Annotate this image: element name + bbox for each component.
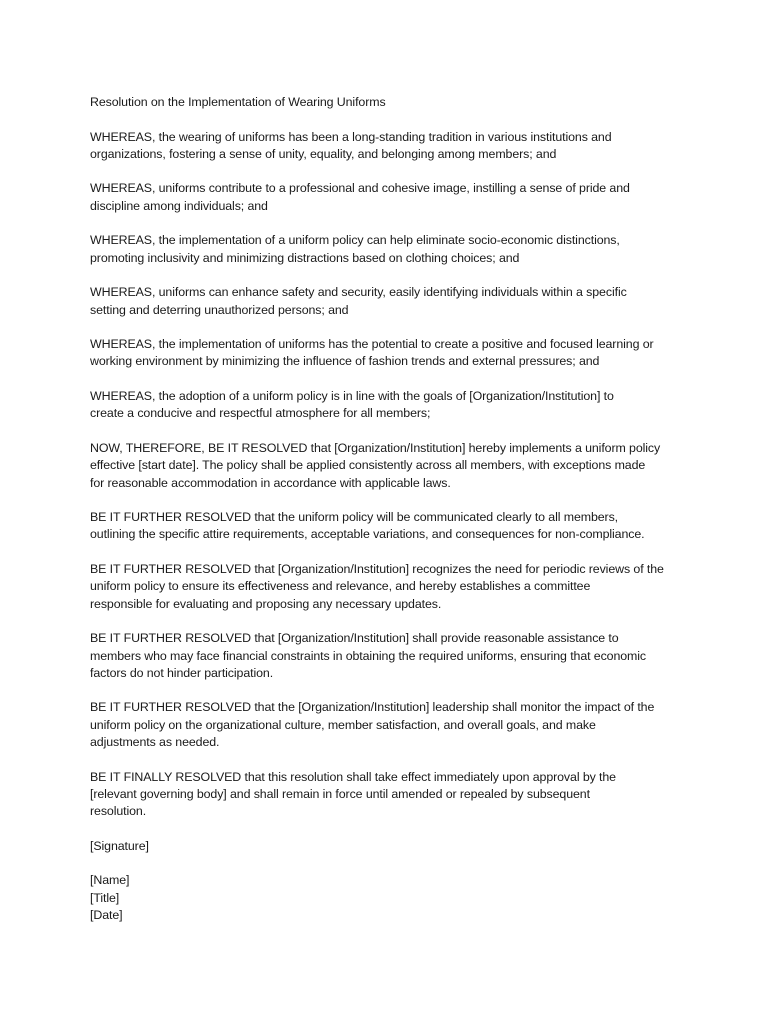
paragraph-line: discipline among individuals; and (90, 198, 268, 213)
paragraph-line: WHEREAS, uniforms contribute to a professional and cohesive image, instilling a sense of pride and (90, 181, 630, 196)
resolution-paragraph (90, 769, 690, 821)
paragraph-line: BE IT FURTHER RESOLVED that [Organization/Institution] recognizes the need for periodic reviews of the (90, 562, 664, 577)
paragraph-line: BE IT FINALLY RESOLVED that this resolution shall take effect immediately upon approval by the (90, 769, 616, 784)
paragraph-line: promoting inclusivity and minimizing distractions based on clothing choices; and (90, 250, 520, 265)
signatory-name: [Name] (90, 873, 130, 888)
paragraph-line: WHEREAS, the implementation of a uniform policy can help eliminate socio-economic distinctions, (90, 233, 620, 248)
paragraph-line: uniform policy on the organizational culture, member satisfaction, and overall goals, and make (90, 717, 596, 732)
resolution-paragraph (90, 388, 690, 423)
paragraph-line: adjustments as needed. (90, 734, 220, 749)
signatory-title: [Title] (90, 890, 120, 905)
resolution-paragraph (90, 336, 690, 371)
paragraph-line: WHEREAS, the adoption of a uniform policy is in line with the goals of [Organization/Institution] to (90, 389, 614, 404)
paragraph-line: BE IT FURTHER RESOLVED that the [Organization/Institution] leadership shall monitor the impact of the (90, 700, 655, 715)
paragraph-line: organizations, fostering a sense of unity, equality, and belonging among members; and (90, 146, 557, 161)
resolution-paragraph (90, 561, 690, 613)
paragraph-line: WHEREAS, uniforms can enhance safety and security, easily identifying individuals within a specific (90, 285, 627, 300)
paragraph-line: WHEREAS, the wearing of uniforms has been a long-standing tradition in various institutions and (90, 129, 612, 144)
resolution-paragraph (90, 129, 690, 164)
paragraph-line: effective [start date]. The policy shall be applied consistently across all members, with exceptions made (90, 458, 646, 473)
paragraph-line: WHEREAS, the implementation of uniforms has the potential to create a positive and focused learning or (90, 337, 654, 352)
paragraph-line: responsible for evaluating and proposing any necessary updates. (90, 596, 442, 611)
signature-line: [Signature] (90, 838, 149, 853)
resolution-paragraph (90, 284, 690, 319)
resolution-paragraph (90, 180, 690, 215)
paragraph-line: [relevant governing body] and shall remain in force until amended or repealed by subsequent (90, 786, 590, 801)
resolution-paragraph (90, 699, 690, 751)
paragraph-line: setting and deterring unauthorized persons; and (90, 302, 349, 317)
paragraph-line: create a conducive and respectful atmosphere for all members; (90, 406, 431, 421)
paragraph-line: resolution. (90, 804, 147, 819)
signatory-date: [Date] (90, 907, 123, 922)
paragraph-line: uniform policy to ensure its effectiveness and relevance, and hereby establishes a committee (90, 579, 591, 594)
resolution-paragraph (90, 630, 690, 682)
paragraph-line: outlining the specific attire requirements, acceptable variations, and consequences for non-compliance. (90, 527, 645, 542)
resolution-body (90, 129, 690, 821)
signatory-block (90, 872, 690, 924)
resolution-paragraph (90, 509, 690, 544)
paragraph-line: factors do not hinder participation. (90, 665, 274, 680)
paragraph-line: NOW, THEREFORE, BE IT RESOLVED that [Organization/Institution] hereby implements a uniform policy (90, 440, 661, 455)
paragraph-line: members who may face financial constraints in obtaining the required uniforms, ensuring that economic (90, 648, 647, 663)
paragraph-line: BE IT FURTHER RESOLVED that [Organization/Institution] shall provide reasonable assistance to (90, 631, 619, 646)
document-page (90, 94, 690, 924)
document-title: Resolution on the Implementation of Wearing Uniforms (90, 95, 386, 109)
resolution-paragraph (90, 440, 690, 492)
paragraph-line: BE IT FURTHER RESOLVED that the uniform policy will be communicated clearly to all members, (90, 510, 619, 525)
paragraph-line: working environment by minimizing the influence of fashion trends and external pressures; and (90, 354, 600, 369)
paragraph-line: for reasonable accommodation in accordance with applicable laws. (90, 475, 451, 490)
resolution-paragraph (90, 232, 690, 267)
